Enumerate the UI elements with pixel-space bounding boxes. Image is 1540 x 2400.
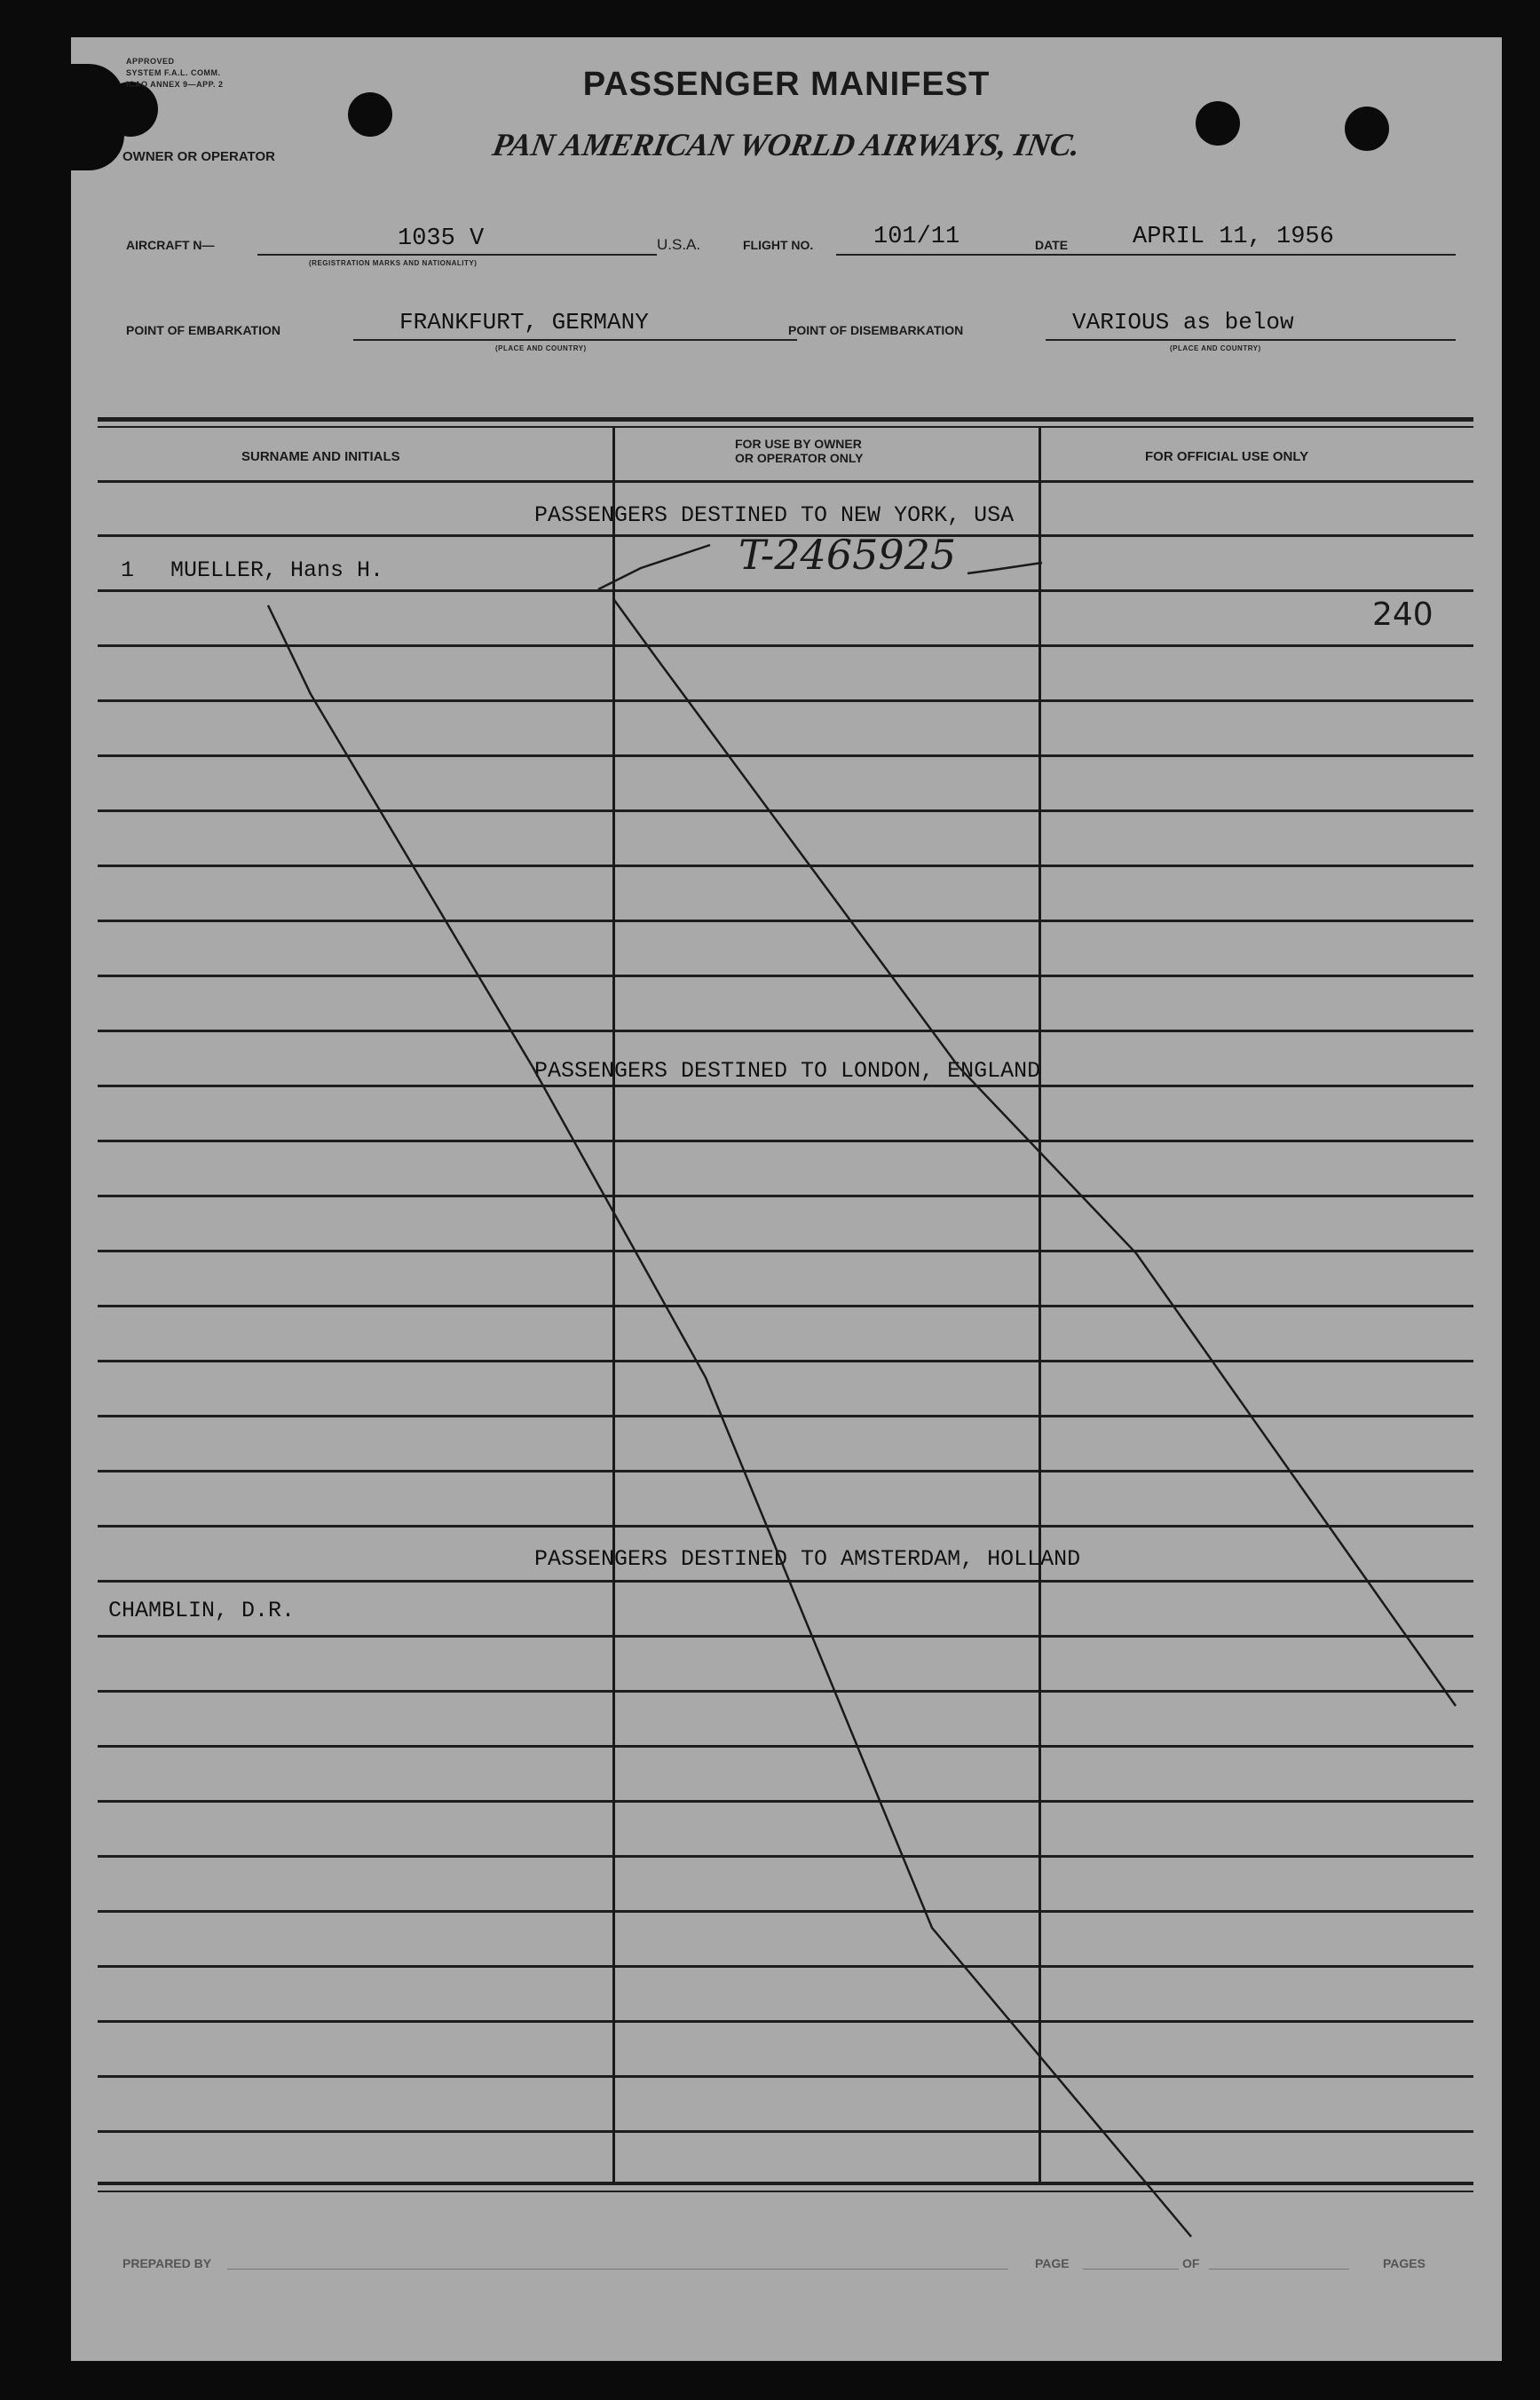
cross-out-stroke <box>614 600 1456 1706</box>
page-label: PAGE <box>1035 2256 1070 2270</box>
disembarkation-caption: (PLACE AND COUNTRY) <box>1170 344 1261 352</box>
section-heading-amsterdam: PASSENGERS DESTINED TO AMSTERDAM, HOLLAND <box>534 1546 1081 1572</box>
aircraft-caption: (REGISTRATION MARKS AND NATIONALITY) <box>309 259 478 267</box>
aircraft-label: AIRCRAFT N— <box>126 238 215 252</box>
ticket-number-handwritten: T-2465925 <box>738 531 957 579</box>
column-header-owner-line1: FOR USE BY OWNER <box>735 437 862 451</box>
column-header-official: FOR OFFICIAL USE ONLY <box>1145 449 1309 464</box>
flight-label: FLIGHT NO. <box>743 238 814 252</box>
passenger-name: MUELLER, Hans H. <box>170 557 384 583</box>
manifest-sheet <box>71 37 1502 2361</box>
owner-operator-label: OWNER OR OPERATOR <box>122 149 275 164</box>
column-header-surname: SURNAME AND INITIALS <box>241 449 400 464</box>
embarkation-caption: (PLACE AND COUNTRY) <box>495 344 587 352</box>
prepared-by-label: PREPARED BY <box>122 2256 212 2270</box>
disembarkation-value: VARIOUS as below <box>1072 309 1294 336</box>
form-approval-line: APPROVED <box>126 57 175 66</box>
pages-label: PAGES <box>1383 2256 1425 2270</box>
disembarkation-label: POINT OF DISEMBARKATION <box>788 323 964 337</box>
official-use-number: 240 <box>1372 596 1433 633</box>
date-value: APRIL 11, 1956 <box>1133 224 1334 250</box>
nationality-label: U.S.A. <box>657 236 701 253</box>
cross-out-stroke <box>268 605 1191 2237</box>
column-header-owner-line2: OR OPERATOR ONLY <box>735 451 864 465</box>
check-mark-stroke <box>598 545 710 589</box>
embarkation-value: FRANKFURT, GERMANY <box>399 309 649 336</box>
of-label: OF <box>1182 2256 1200 2270</box>
section-heading-new-york: PASSENGERS DESTINED TO NEW YORK, USA <box>534 502 1015 528</box>
passenger-name: CHAMBLIN, D.R. <box>108 1598 296 1623</box>
passenger-number: 1 <box>121 557 135 583</box>
page-title: PASSENGER MANIFEST <box>582 66 991 103</box>
form-approval-line: SYSTEM F.A.L. COMM. <box>126 68 221 77</box>
embarkation-label: POINT OF EMBARKATION <box>126 323 280 337</box>
check-mark-stroke <box>967 563 1042 573</box>
flight-value: 101/11 <box>873 224 960 250</box>
form-approval-line: ICAO ANNEX 9—APP. 2 <box>126 80 224 89</box>
section-heading-london: PASSENGERS DESTINED TO LONDON, ENGLAND <box>534 1058 1041 1084</box>
aircraft-value: 1035 V <box>398 225 485 252</box>
date-label: DATE <box>1035 238 1069 252</box>
pen-strokes <box>71 37 1502 2361</box>
airline-name: PAN AMERICAN WORLD AIRWAYS, INC. <box>490 127 1083 162</box>
